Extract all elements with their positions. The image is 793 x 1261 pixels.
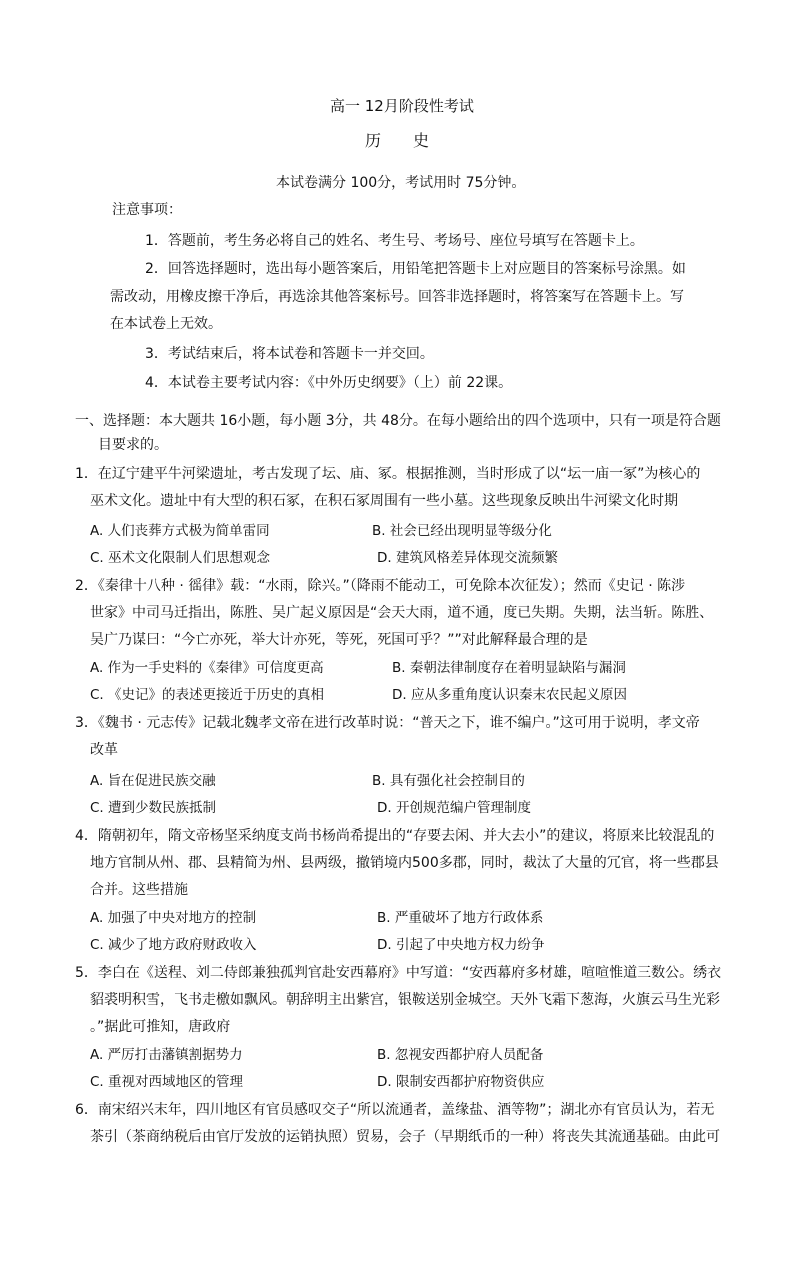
question-1-option-a[interactable]: A. 人们丧葬方式极为简单雷同 bbox=[90, 523, 270, 539]
question-5-text: 貂裘明积雪，飞书走檄如飘风。朝辞明主出紫宫，银鞍送别金城空。天外飞霜下葱海，火旗云马生光彩 bbox=[90, 992, 720, 1008]
note-item: 2．回答选择题时，选出每小题答案后，用铅笔把答题卡上对应题目的答案标号涂黑。如 bbox=[145, 261, 686, 277]
note-item: 需改动，用橡皮擦干净后，再选涂其他答案标号。回答非选择题时，将答案写在答题卡上。写 bbox=[110, 289, 684, 305]
question-2-option-d[interactable]: D. 应从多重角度认识秦末农民起义原因 bbox=[392, 687, 627, 703]
note-item: 1．答题前，考生务必将自己的姓名、考生号、考场号、座位号填写在答题卡上。 bbox=[145, 233, 644, 249]
question-4-option-c[interactable]: C. 减少了地方政府财政收入 bbox=[90, 937, 257, 953]
question-5-option-c[interactable]: C. 重视对西域地区的管理 bbox=[90, 1074, 244, 1090]
question-5-option-b[interactable]: B. 忽视安西都护府人员配备 bbox=[377, 1047, 544, 1063]
question-1-option-d[interactable]: D. 建筑风格差异体现交流频繁 bbox=[377, 550, 558, 566]
question-3-option-a[interactable]: A. 旨在促进民族交融 bbox=[90, 773, 216, 789]
question-2-text: 2．《秦律十八种 · 徭律》载：“水雨，除兴。”（降雨不能动工，可免除本次征发）；然而《史记 · 陈涉 bbox=[75, 578, 686, 594]
question-5-text: 。”据此可推知，唐政府 bbox=[90, 1019, 231, 1035]
note-item: 4．本试卷主要考试内容：《中外历史纲要》（上）前 22课。 bbox=[145, 375, 513, 391]
question-5-option-d[interactable]: D. 限制安西都护府物资供应 bbox=[377, 1074, 545, 1090]
question-5-option-a[interactable]: A. 严厉打击藩镇割据势力 bbox=[90, 1047, 243, 1063]
question-3-option-b[interactable]: B. 具有强化社会控制目的 bbox=[372, 773, 525, 789]
question-4-text: 4．隋朝初年，隋文帝杨坚采纳度支尚书杨尚希提出的“存要去闲、并大去小”的建议，将原来比较混乱的 bbox=[75, 828, 715, 844]
question-2-option-a[interactable]: A. 作为一手史料的《秦律》可信度更高 bbox=[90, 660, 324, 676]
question-1-option-c[interactable]: C. 巫术文化限制人们思想观念 bbox=[90, 550, 271, 566]
question-2-text: 吴广乃谋曰：“今亡亦死，举大计亦死，等死，死国可乎？””对此解释最合理的是 bbox=[90, 632, 588, 648]
question-2-option-b[interactable]: B. 秦朝法律制度存在着明显缺陷与漏洞 bbox=[392, 660, 626, 676]
question-4-option-d[interactable]: D. 引起了中央地方权力纷争 bbox=[377, 937, 545, 953]
section-heading-cont: 目要求的。 bbox=[98, 437, 168, 453]
question-4-option-a[interactable]: A. 加强了中央对地方的控制 bbox=[90, 910, 257, 926]
question-3-option-d[interactable]: D. 开创规范编户管理制度 bbox=[377, 800, 531, 816]
question-3-text: 改革 bbox=[90, 742, 118, 758]
note-item: 在本试卷上无效。 bbox=[110, 316, 222, 332]
question-3-option-c[interactable]: C. 遭到少数民族抵制 bbox=[90, 800, 217, 816]
question-4-text: 合并。这些措施 bbox=[90, 882, 188, 898]
question-6-text: 茶引（茶商纳税后由官厅发放的运销执照）贸易，会子（早期纸币的一种）将丧失其流通基础。由此可 bbox=[90, 1129, 720, 1145]
question-2-text: 世家》中司马迁指出，陈胜、吴广起义原因是“会天大雨，道不通，度已失期。失期，法当斩。陈胜、 bbox=[90, 605, 714, 621]
question-5-text: 5．李白在《送程、刘二侍郎兼独孤判官赴安西幕府》中写道：“安西幕府多材雄，喧喧惟道三数公。绣衣 bbox=[75, 965, 722, 981]
question-3-text: 3．《魏书 · 元志传》记载北魏孝文帝在进行改革时说：“普天之下，谁不编户。”这可用于说明，孝文帝 bbox=[75, 715, 700, 731]
question-4-text: 地方官制从州、郡、县精简为州、县两级，撤销境内500多郡，同时，裁汰了大量的冗官，将一些郡县 bbox=[90, 855, 719, 871]
exam-title: 高一 12月阶段性考试 bbox=[330, 97, 474, 115]
question-1-option-b[interactable]: B. 社会已经出现明显等级分化 bbox=[372, 523, 552, 539]
question-1-text: 1．在辽宁建平牛河梁遗址，考古发现了坛、庙、冢。根据推测，当时形成了以“坛一庙一冢”为核心的 bbox=[75, 466, 701, 482]
note-item: 3．考试结束后，将本试卷和答题卡一并交回。 bbox=[145, 346, 434, 362]
question-1-text: 巫术文化。遗址中有大型的积石冢，在积石冢周围有一些小墓。这些现象反映出牛河梁文化时期 bbox=[90, 493, 678, 509]
section-heading: 一、选择题：本大题共 16小题，每小题 3分，共 48分。在每小题给出的四个选项中，只有一项是符合题 bbox=[75, 413, 721, 429]
notes-heading: 注意事项： bbox=[112, 202, 182, 218]
question-2-option-c[interactable]: C. 《史记》的表述更接近于历史的真相 bbox=[90, 687, 325, 703]
question-4-option-b[interactable]: B. 严重破坏了地方行政体系 bbox=[377, 910, 544, 926]
exam-info: 本试卷满分 100分，考试用时 75分钟。 bbox=[276, 175, 526, 191]
subject-title: 历 史 bbox=[365, 131, 430, 150]
question-6-text: 6．南宋绍兴末年，四川地区有官员感叹交子“所以流通者，盖缘盐、酒等物”；湖北亦有官员认为，若无 bbox=[75, 1102, 715, 1118]
